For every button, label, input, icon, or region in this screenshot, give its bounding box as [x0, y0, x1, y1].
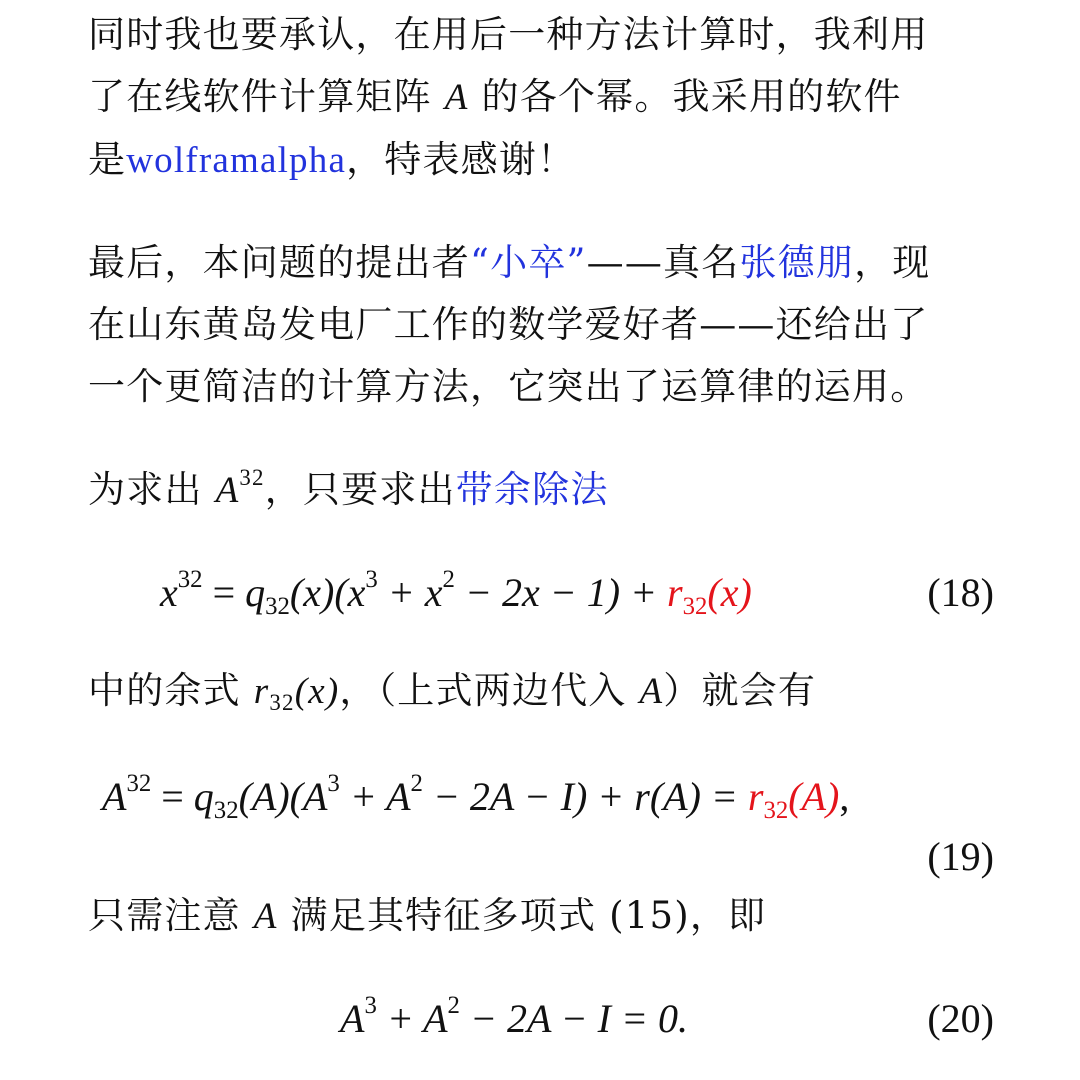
math-expression: (A) — [788, 774, 840, 819]
exponent: 2 — [410, 770, 423, 798]
zhang-depeng-link[interactable]: 张德朋 — [739, 241, 855, 284]
math-expression: (x) — [294, 671, 340, 712]
subscript: 32 — [682, 592, 708, 620]
subscript: 32 — [269, 690, 295, 716]
exponent: 2 — [442, 566, 455, 594]
subscript: 32 — [265, 592, 290, 620]
text-run: 的各个幂。我采用的软件 — [468, 75, 902, 118]
exponent: 32 — [239, 464, 265, 490]
text-line — [88, 129, 998, 192]
text-line — [88, 885, 998, 948]
text-run: ，现 — [854, 241, 931, 284]
exponent: 32 — [177, 566, 203, 594]
math-operator: = — [202, 570, 246, 615]
text-run: 最后，本问题的提出者 — [88, 241, 470, 284]
punctuation: , — [839, 774, 850, 819]
paragraph-acknowledgement — [88, 4, 998, 192]
equation-body — [160, 562, 752, 624]
math-expression: (x) — [707, 570, 752, 615]
matrix-variable: A — [639, 671, 664, 712]
text-run: 了在线软件计算矩阵 — [88, 75, 445, 118]
text-line — [88, 66, 998, 129]
subscript: 32 — [763, 796, 789, 824]
equation-body — [340, 988, 688, 1050]
math-expression: − 2x − 1) + — [454, 570, 668, 615]
exponent: 3 — [327, 770, 340, 798]
equation-18 — [88, 562, 998, 624]
math-expression: + A — [376, 996, 448, 1041]
equation-19 — [88, 766, 998, 828]
math-symbol: q — [245, 570, 266, 615]
math-symbol: r — [747, 774, 764, 819]
exponent: 2 — [447, 992, 460, 1020]
math-symbol: r — [667, 570, 683, 615]
text-run: 只需注意 — [88, 894, 254, 937]
math-expression: + x — [377, 570, 443, 615]
math-expression: − 2A − I = 0. — [459, 996, 688, 1041]
text-run: 满足其特征多项式 (15)，即 — [277, 894, 767, 937]
math-symbol: q — [193, 774, 214, 819]
subscript: 32 — [213, 796, 239, 824]
text-run: ）就会有 — [663, 669, 817, 712]
text-run: 中的余式 — [88, 669, 254, 712]
text-line — [88, 459, 998, 522]
paragraph-characteristic — [88, 885, 998, 948]
equation-number: (20) — [927, 996, 994, 1041]
text-run: 为求出 — [88, 468, 216, 511]
text-run: ，特表感谢！ — [346, 138, 576, 181]
text-run: ，（上式两边代入 — [339, 669, 640, 712]
wolframalpha-link[interactable]: wolframalpha — [126, 140, 347, 181]
math-operator: = — [151, 774, 194, 819]
math-symbol: A — [102, 774, 127, 819]
equation-body — [102, 766, 849, 828]
text-run: 是 — [88, 138, 127, 181]
math-symbol: A — [340, 996, 365, 1041]
math-expression: (x)(x — [289, 570, 366, 615]
division-with-remainder-link[interactable]: 带余除法 — [455, 468, 609, 511]
math-expression: + A — [339, 774, 411, 819]
remainder-highlight — [747, 774, 840, 824]
xiaozu-link[interactable]: “小卒” — [470, 241, 587, 284]
text-run: ——真名 — [586, 241, 740, 284]
text-run: ，只要求出 — [264, 468, 456, 511]
text-line: 一个更简洁的计算方法，它突出了运算律的运用。 — [88, 365, 929, 408]
paragraph-division — [88, 459, 998, 522]
equation-number: (19) — [927, 834, 994, 879]
text-line: 在山东黄岛发电厂工作的数学爱好者——还给出了 — [88, 303, 929, 346]
matrix-variable: A — [253, 896, 278, 937]
text-line: 同时我也要承认，在用后一种方法计算时，我利用 — [88, 13, 929, 56]
text-line — [88, 232, 998, 294]
math-expression: − 2A − I) + r(A) = — [422, 774, 748, 819]
math-symbol: r — [253, 671, 270, 712]
equation-20 — [88, 988, 998, 1050]
paragraph-remainder — [88, 660, 998, 723]
equation-19-number-row — [88, 826, 998, 888]
exponent: 3 — [365, 566, 378, 594]
math-symbol: x — [160, 570, 178, 615]
text-line — [88, 660, 998, 723]
equation-number: (18) — [927, 570, 994, 615]
matrix-variable: A — [215, 470, 240, 511]
exponent: 3 — [364, 992, 377, 1020]
exponent: 32 — [126, 770, 152, 798]
paragraph-credit — [88, 232, 998, 418]
matrix-variable: A — [444, 77, 469, 118]
math-expression: (A)(A — [238, 774, 328, 819]
remainder-highlight — [667, 570, 752, 620]
